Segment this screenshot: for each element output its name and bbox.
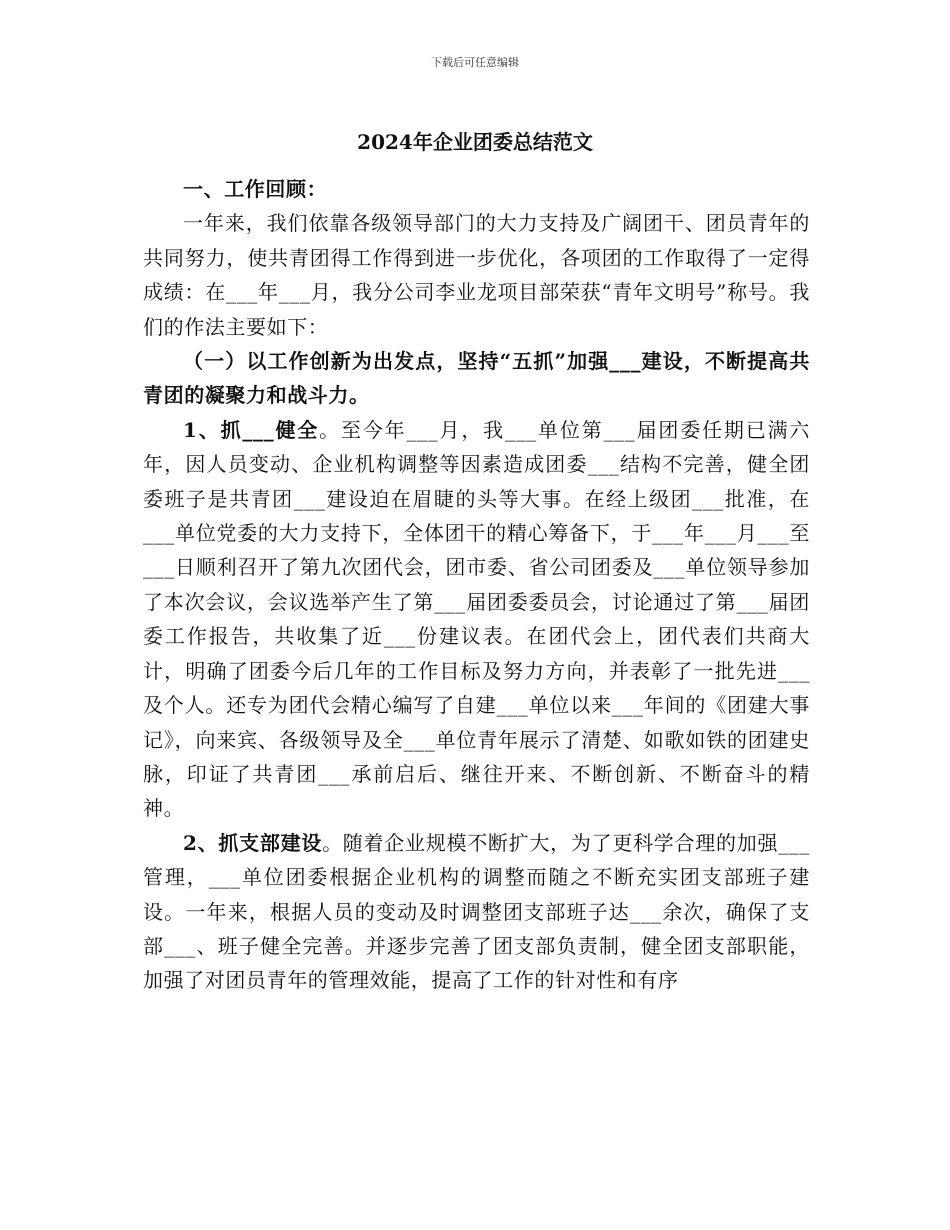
document-body: [143, 172, 810, 998]
header-note: 下载后可任意编辑: [431, 56, 519, 69]
item-2-text: 。随着企业规模不断扩大，为了更科学合理的加强___管理，___单位团委根据企业机构的调整而随之不断充实团支部班子建设。一年来，根据人员的变动及时调整团支部班子达___余次，确保了支部___、班子健全完善。并逐步完善了团支部负责制，健全团支部职能，加强了对团员青年的管理效能，提高了工作的针对性和有序: [143, 830, 811, 993]
subheading-innovation: （一）以工作创新为出发点，坚持“五抓”加强___建设，不断提高共青团的凝聚力和战斗力。: [143, 349, 810, 408]
document-title: 2024年企业团委总结范文: [357, 130, 593, 154]
item-1-lead: 1、抓___健全: [183, 417, 320, 442]
paragraph-item-1: [143, 413, 810, 826]
item-1-text: 。至今年___月，我___单位第___届团委任期已满六年，因人员变动、企业机构调整等因素造成团委___结构不完善，健全团委班子是共青团___建设迫在眉睫的头等大事。在经上级团___批准，在___单位党委的大力支持下，全体团干的精心筹备下，于___年___月___至___日顺利召开了第九次团代会，团市委、省公司团委及___单位领导参加了本次会议，会议选举产生了第___届团委委员会，讨论通过了第___届团委工作报告，共收集了近___份建议表。在团代会上，团代表们共商大计，明确了团委今后几年的工作目标及努力方向，并表彰了一批先进___及个人。还专为团代会精心编写了自建___单位以来___年间的《团建大事记》，向来宾、各级领导及全___单位青年展示了清楚、如歌如铁的团建史脉，印证了共青团___承前启后、继往开来、不断创新、不断奋斗的精神。: [143, 417, 810, 821]
paragraph-review: 一年来，我们依靠各级领导部门的大力支持及广阔团干、团员青年的共同努力，使共青团得工作得到进一步优化，各项团的工作取得了一定得成绩：在___年___月，我分公司李业龙项目部荣获“青年文明号”称号。我们的作法主要如下：: [143, 211, 810, 339]
section-heading: 一、工作回顾：: [183, 177, 328, 201]
item-2-lead: 2、抓支部建设: [183, 830, 323, 855]
paragraph-item-2: [143, 826, 810, 998]
